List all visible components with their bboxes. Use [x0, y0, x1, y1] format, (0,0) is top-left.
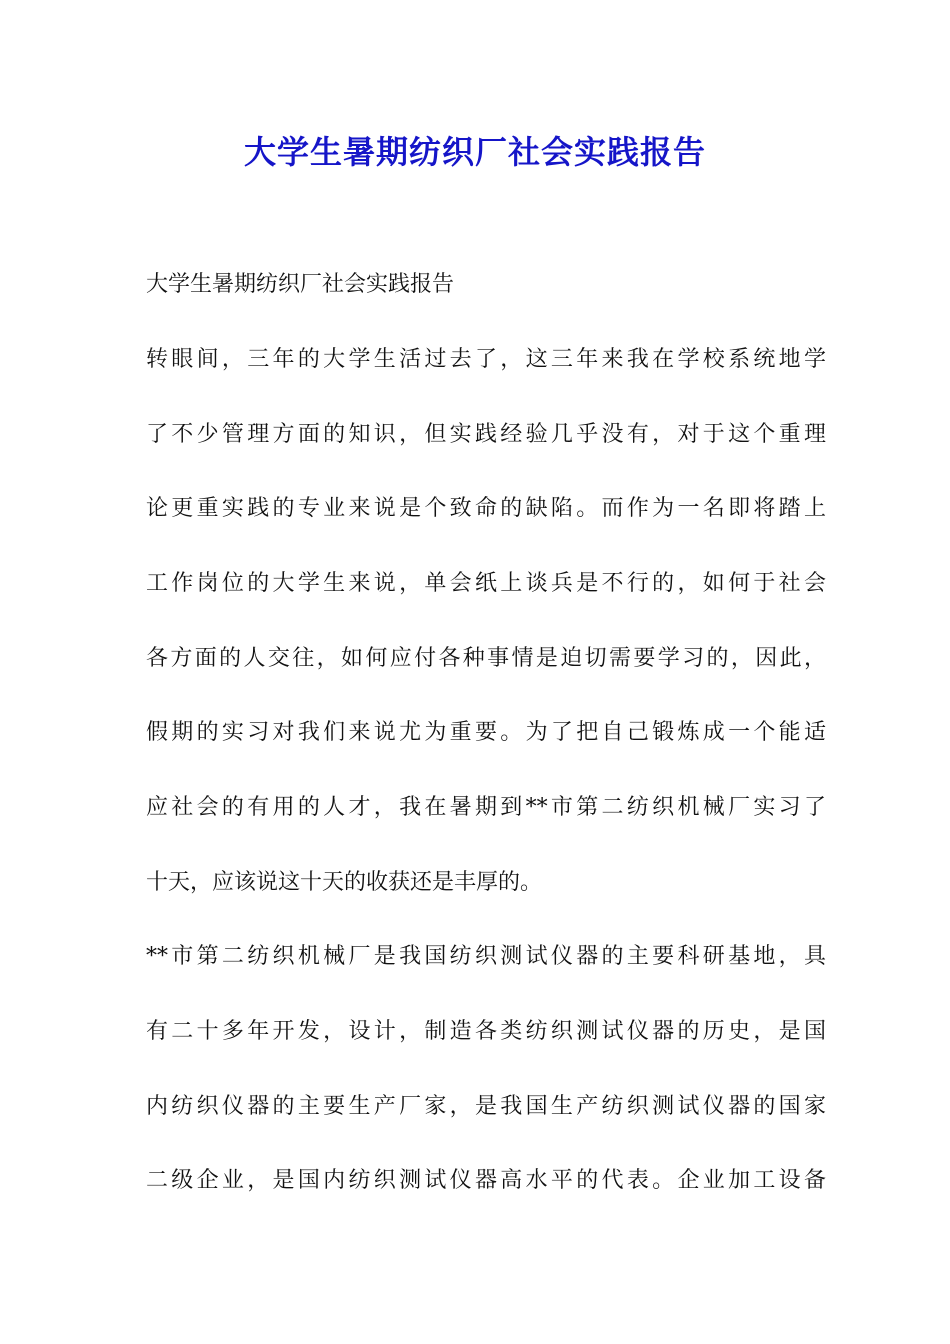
body-line: 假期的实习对我们来说尤为重要。为了把自己锻炼成一个能适 — [146, 720, 826, 745]
body-line: **市第二纺织机械厂是我国纺织测试仪器的主要科研基地，具 — [146, 944, 826, 969]
body-line-subtitle: 大学生暑期纺织厂社会实践报告 — [146, 272, 455, 297]
body-line: 各方面的人交往，如何应付各种事情是迫切需要学习的，因此， — [146, 646, 826, 671]
body-line: 论更重实践的专业来说是个致命的缺陷。而作为一名即将踏上 — [146, 496, 826, 521]
body-line: 二级企业，是国内纺织测试仪器高水平的代表。企业加工设备 — [146, 1168, 826, 1193]
body-line: 有二十多年开发，设计，制造各类纺织测试仪器的历史，是国 — [146, 1019, 826, 1044]
body-line: 了不少管理方面的知识，但实践经验几乎没有，对于这个重理 — [146, 422, 826, 447]
body-line: 转眼间，三年的大学生活过去了，这三年来我在学校系统地学 — [146, 347, 826, 372]
document-title: 大学生暑期纺织厂社会实践报告 — [243, 133, 706, 171]
body-line: 应社会的有用的人才，我在暑期到**市第二纺织机械厂实习了 — [146, 795, 826, 820]
body-line: 工作岗位的大学生来说，单会纸上谈兵是不行的，如何于社会 — [146, 571, 826, 596]
body-line: 内纺织仪器的主要生产厂家，是我国生产纺织测试仪器的国家 — [146, 1094, 826, 1119]
body-line: 十天，应该说这十天的收获还是丰厚的。 — [146, 870, 543, 895]
